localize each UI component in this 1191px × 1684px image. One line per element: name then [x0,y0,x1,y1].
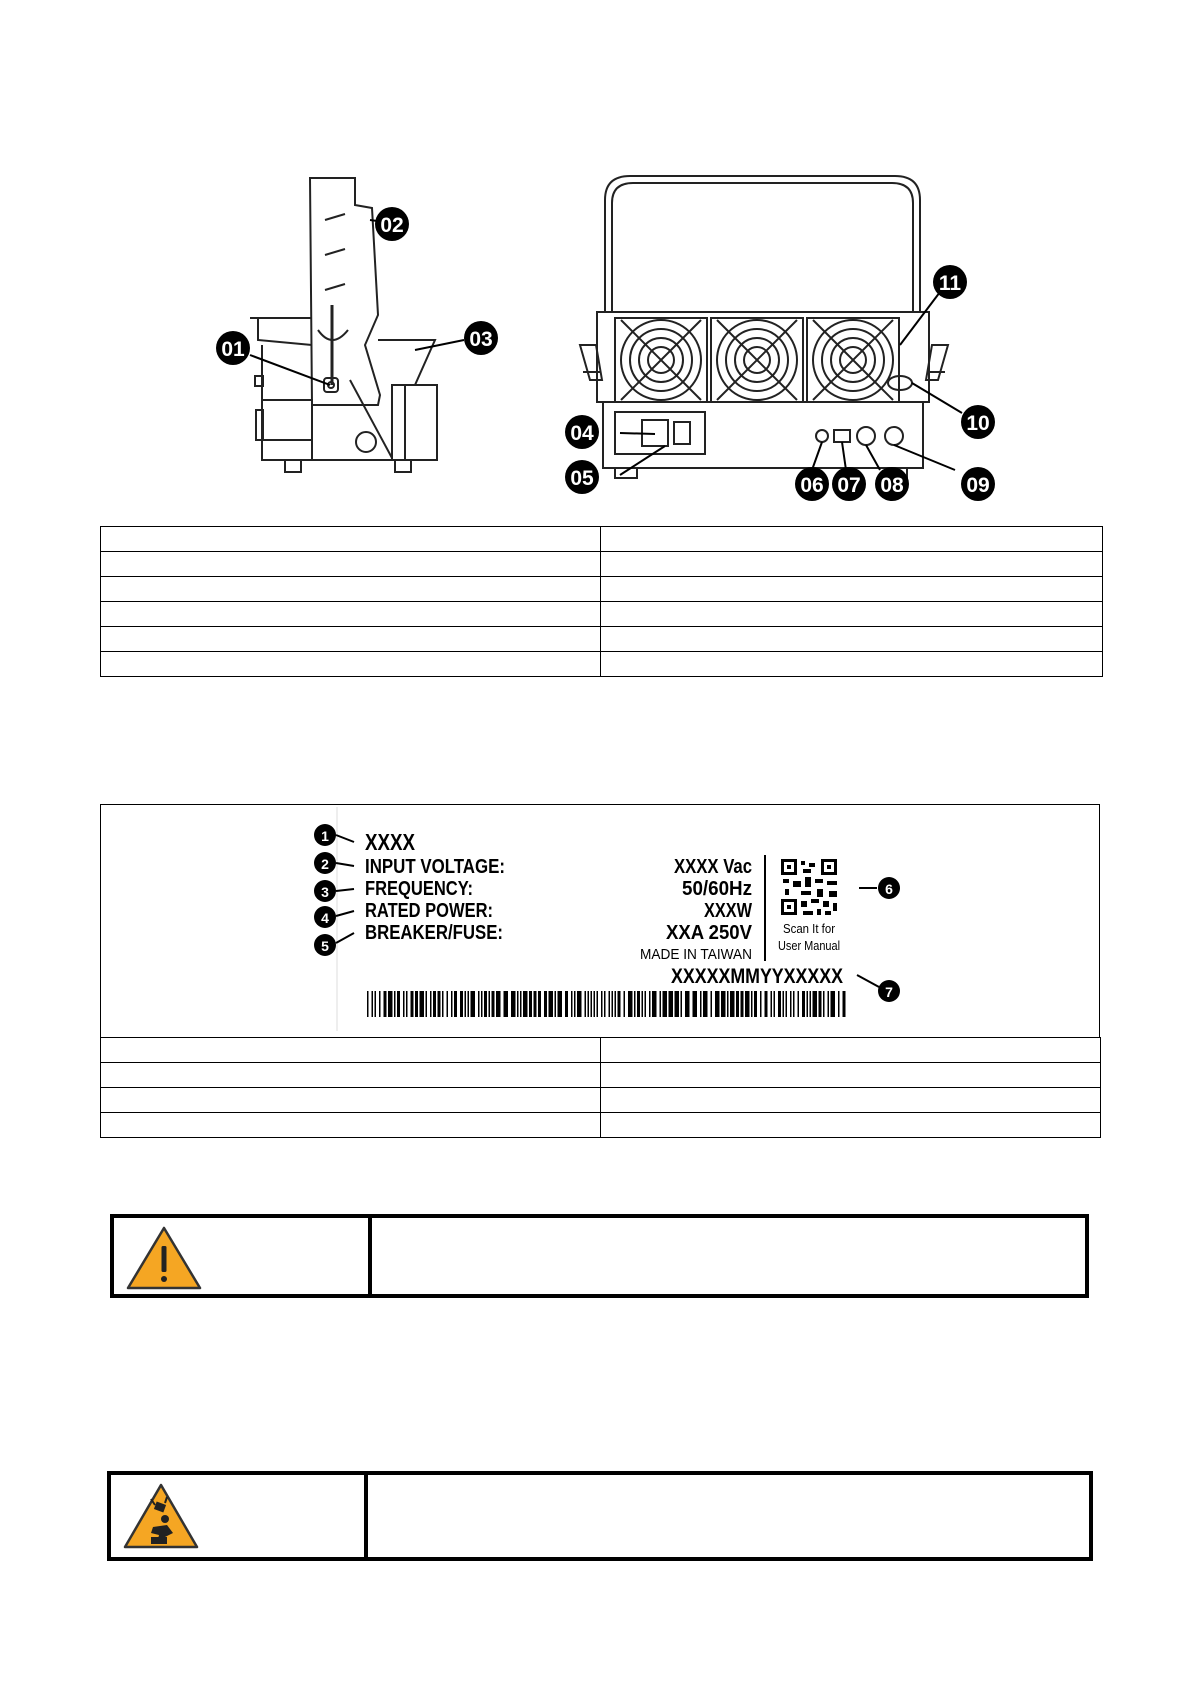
callout-02 [375,207,409,241]
callout-10 [961,405,995,439]
table-row [101,577,1103,602]
qr-caption-line1: Scan It for [783,921,836,936]
svg-text:03: 03 [469,328,493,351]
callout-06 [795,467,829,501]
callout-11 [933,265,967,299]
label-marker-7 [878,980,900,1002]
value-breaker-fuse: XXA 250V [666,922,753,944]
label-breaker-fuse: BREAKER/FUSE: [365,922,503,944]
svg-text:1: 1 [321,828,329,844]
serial-number: XXXXXMMYYXXXXX [671,965,843,988]
svg-text:5: 5 [321,938,329,954]
label-marker-6 [878,877,900,899]
label-made-in: MADE IN TAIWAN [640,946,752,963]
parts-table [100,526,1103,677]
svg-text:3: 3 [321,884,329,900]
warning-box-general [110,1214,1089,1298]
svg-text:05: 05 [570,467,594,490]
product-diagram [0,0,1191,520]
table-row [101,1088,1101,1113]
table-row [101,527,1103,552]
label-marker-5 [314,934,336,956]
value-rated-power: XXXW [704,900,753,922]
label-table [100,1037,1101,1138]
svg-text:2: 2 [321,856,329,872]
table-row [101,552,1103,577]
callout-01 [216,331,250,365]
table-row [101,602,1103,627]
warning-icon-cell [111,1475,368,1557]
warning-text-cell [372,1218,1085,1294]
label-marker-4 [314,906,336,928]
table-row [101,627,1103,652]
table-row [101,1113,1101,1138]
label-rated-power: RATED POWER: [365,900,493,922]
svg-text:07: 07 [837,474,861,497]
svg-text:02: 02 [380,214,404,237]
svg-text:11: 11 [938,272,962,295]
label-marker-3 [314,880,336,902]
callout-04 [565,415,599,449]
qr-caption-line2: User Manual [778,938,841,953]
value-input-voltage: XXXX Vac [674,856,752,878]
table-row [101,1038,1101,1063]
side-view [250,178,437,472]
callout-08 [875,467,909,501]
label-input-voltage: INPUT VOLTAGE: [365,856,505,878]
product-label [101,805,1101,1039]
label-frequency: FREQUENCY: [365,878,473,900]
product-label-panel [100,804,1100,1038]
svg-text:01: 01 [221,338,245,361]
label-marker-2 [314,852,336,874]
callout-09 [961,467,995,501]
svg-text:09: 09 [966,474,990,497]
table-row [101,652,1103,677]
svg-text:06: 06 [800,474,824,497]
callout-07 [832,467,866,501]
label-marker-1 [314,824,336,846]
svg-text:10: 10 [966,412,990,435]
svg-text:08: 08 [880,474,904,497]
barcode [367,991,846,1017]
falling-object-icon [121,1481,201,1553]
callout-03 [464,321,498,355]
warning-box-falling-object [107,1471,1093,1561]
value-frequency: 50/60Hz [682,878,752,900]
warning-text-cell [368,1475,1089,1557]
qr-code [781,859,837,915]
label-model: XXXX [365,829,416,855]
svg-text:4: 4 [321,910,329,926]
warning-icon-cell [114,1218,372,1294]
warning-exclamation-icon [124,1224,204,1294]
svg-text:04: 04 [570,422,594,445]
table-row [101,1063,1101,1088]
svg-text:7: 7 [885,984,893,1000]
callout-05 [565,460,599,494]
svg-text:6: 6 [885,881,893,897]
